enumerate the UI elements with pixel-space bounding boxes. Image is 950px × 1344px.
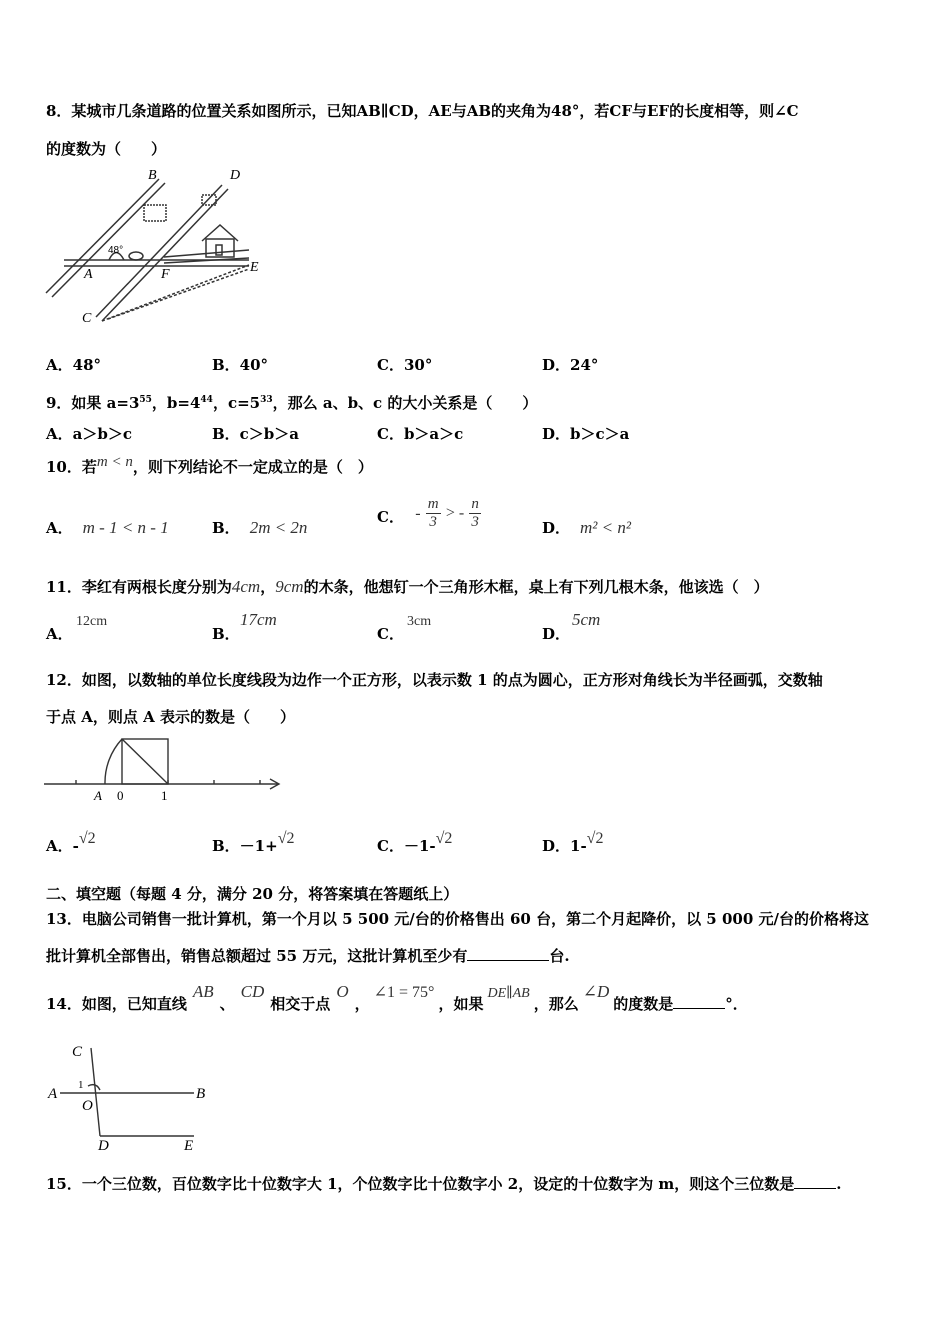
q10-option-d[interactable]: D． m² < n² bbox=[542, 518, 631, 537]
q11-stem: 11．李红有两根长度分别为4cm，9cm的木条，他想钉一个三角形木框，桌上有下列几根木条，他该选（ ） bbox=[46, 577, 769, 596]
q9-option-c[interactable]: C．b＞a＞c bbox=[377, 425, 464, 443]
q8-road-figure bbox=[44, 165, 274, 325]
q12-line1: 12．如图，以数轴的单位长度线段为边作一个正方形，以表示数 1 的点为圆心，正方形对角线长为半径画弧，交数轴 bbox=[46, 671, 823, 689]
q9-option-d[interactable]: D．b＞c＞a bbox=[542, 425, 630, 443]
q14-label-e: E bbox=[184, 1138, 194, 1153]
q14-label-c: C bbox=[72, 1044, 83, 1060]
q12-label-a: A bbox=[94, 788, 102, 803]
q14-lines-figure bbox=[44, 1038, 224, 1153]
q12-option-d[interactable]: D．1-√2 bbox=[542, 830, 604, 855]
q10-option-b[interactable]: B． 2m < 2n bbox=[212, 518, 308, 537]
q12-option-c[interactable]: C．－1-√2 bbox=[377, 830, 453, 855]
q12-number-line-figure bbox=[44, 736, 284, 806]
q9-stem: 9．如果 $a=3^{55}$，$b=4^{44}$，$c=5^{33}$，那么 a、b、c 的大小关系是（ ） bbox=[46, 394, 538, 412]
q8-option-a[interactable]: A．48° bbox=[46, 356, 102, 374]
section-heading: 二、填空题（每题 4 分，满分 20 分，将答案填在答题纸上） bbox=[46, 885, 459, 903]
q8-option-c[interactable]: C．30° bbox=[377, 356, 433, 374]
q8-line1: 8．某城市几条道路的位置关系如图所示，已知AB∥CD，AE与AB的夹角为48°，若CF与EF的长度相等，则∠C bbox=[46, 102, 799, 120]
q13-answer-blank[interactable] bbox=[467, 946, 549, 961]
q8-label-a: A bbox=[84, 267, 93, 282]
q14-answer-blank[interactable] bbox=[673, 994, 725, 1009]
q8-label-b: B bbox=[148, 168, 157, 183]
q8-line2: 的度数为（ ） bbox=[46, 140, 167, 158]
q12-option-a[interactable]: A．-√2 bbox=[46, 830, 96, 855]
q12-option-b[interactable]: B．－1+√2 bbox=[212, 830, 295, 855]
q9-option-a[interactable]: A．a＞b＞c bbox=[46, 425, 132, 443]
q8-option-d[interactable]: D．24° bbox=[542, 356, 599, 374]
q10-option-c[interactable]: C． - $\frac{m}{3}$ > - $\frac{n}{3}$ bbox=[377, 496, 479, 530]
q12-line2: 于点 A，则点 A 表示的数是（ ） bbox=[46, 708, 295, 726]
q8-label-e: E bbox=[250, 260, 259, 275]
q8-option-b[interactable]: B．40° bbox=[212, 356, 269, 374]
q15-answer-blank[interactable] bbox=[794, 1174, 836, 1189]
q10-stem: 10．若m < n，则下列结论不一定成立的是（ ） bbox=[46, 454, 373, 476]
q14-label-a: A bbox=[48, 1086, 58, 1102]
q15-stem: 15．一个三位数，百位数字比十位数字大 1，个位数字比十位数字小 2，设定的十位数字为 m，则这个三位数是 . bbox=[46, 1175, 842, 1193]
q13-line2: 批计算机全部售出，销售总额超过 55 万元，这批计算机至少有 台. bbox=[46, 947, 570, 965]
q13-line1: 13．电脑公司销售一批计算机，第一个月以 5 500 元/台的价格售出 60 台，第二个月起降价，以 5 000 元/台的价格将这 bbox=[46, 910, 869, 928]
q14-label-o: O bbox=[82, 1098, 93, 1114]
q14-label-b: B bbox=[196, 1086, 206, 1102]
q12-label-one: 1 bbox=[161, 788, 168, 803]
q8-label-c: C bbox=[82, 311, 92, 325]
q12-label-zero: 0 bbox=[117, 788, 124, 803]
q14-angle-label: 1 bbox=[78, 1079, 84, 1091]
q8-angle-label: 48° bbox=[108, 245, 124, 256]
q8-label-f: F bbox=[161, 267, 170, 282]
q9-option-b[interactable]: B．c＞b＞a bbox=[212, 425, 300, 443]
q14-stem: 14．如图，已知直线AB、CD相交于点O，∠1 = 75°，如果DE∥AB，那么∠D的度数是 °． bbox=[46, 982, 748, 1013]
q10-condition: m < n bbox=[96, 454, 133, 470]
q8-label-d: D bbox=[230, 168, 241, 183]
q14-label-d: D bbox=[98, 1138, 109, 1153]
q10-option-a[interactable]: A． m - 1 < n - 1 bbox=[46, 518, 169, 537]
